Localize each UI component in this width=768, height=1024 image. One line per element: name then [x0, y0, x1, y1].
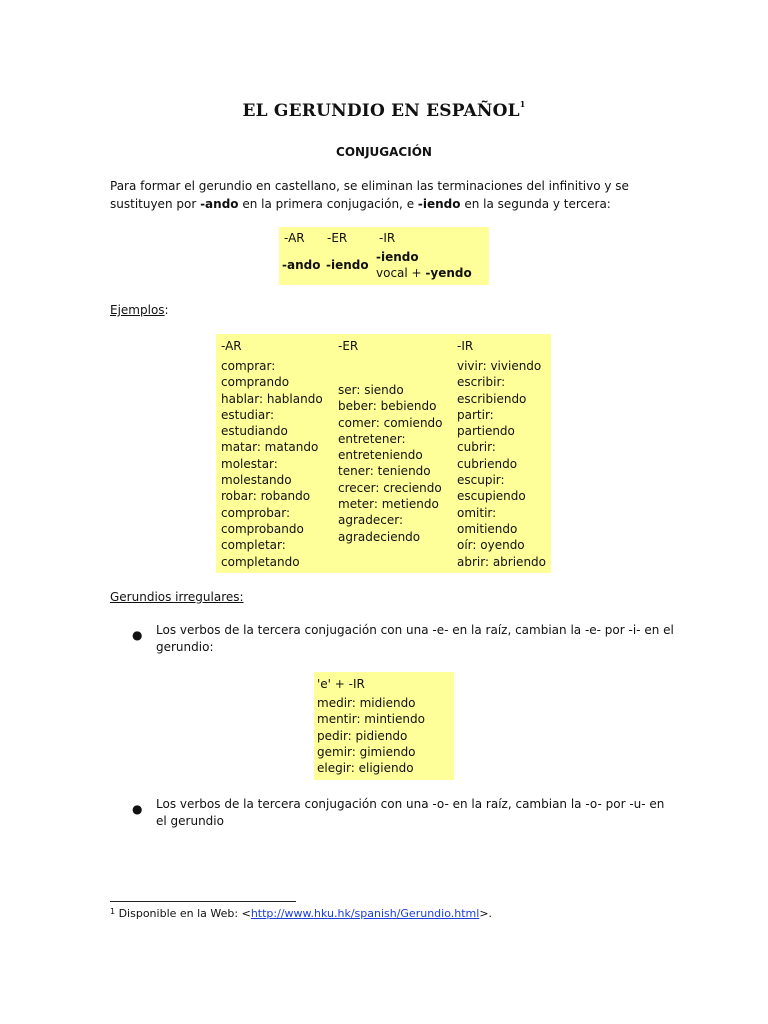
footnote-mark: 1	[110, 907, 116, 916]
example-ir-line: escribiendo	[457, 391, 527, 406]
endings-header-er: -ER	[327, 231, 348, 245]
example-ir-line: omitir:	[457, 505, 497, 520]
example-ar-line: robar: robando	[221, 489, 311, 504]
endings-table	[279, 227, 489, 285]
example-er-line: entretener:	[338, 431, 406, 446]
ejemplos-heading: Ejemplos:	[110, 303, 169, 317]
e-ir-line: pedir: pidiendo	[317, 728, 408, 743]
example-ar-line: completar:	[221, 538, 286, 553]
examples-table	[216, 334, 551, 573]
example-er-line: meter: metiendo	[338, 497, 439, 512]
example-ar-line: estudiando	[221, 424, 288, 439]
e-ir-header: 'e' + -IR	[317, 677, 365, 691]
e-ir-line: mentir: mintiendo	[317, 712, 425, 727]
example-ir-line: escupiendo	[457, 489, 526, 504]
section-subtitle: CONJUGACIÓN	[336, 145, 432, 159]
example-ir-line: cubriendo	[457, 456, 518, 471]
examples-col-ar	[221, 358, 323, 570]
example-ir-line: abrir: abriendo	[457, 554, 547, 569]
endings-header-ir: -IR	[379, 231, 396, 245]
endings-ir-value-1: -iendo	[376, 250, 419, 264]
examples-col-ir	[457, 358, 546, 570]
example-ar-line: comprobando	[221, 521, 304, 536]
intro-paragraph: Para formar el gerundio en castellano, se eliminan las terminaciones del infinitivo y se sustituyen por -ando en la primera conjugación, e -iendo en la segunda y tercera:	[110, 179, 629, 211]
example-er-line: agradecer:	[338, 513, 404, 528]
example-er-line: comer: comiendo	[338, 415, 443, 430]
title-footnote-mark: 1	[519, 99, 526, 109]
examples-col-er	[338, 382, 443, 545]
footnote: $^1$ Disponible en la Web: <http://www.hku.hk/spanish/Gerundio.html>.	[110, 907, 493, 920]
bullet-text-1: Los verbos de la tercera conjugación con una -e- en la raíz, cambian la -e- por -i- en el gerundio:	[156, 623, 674, 654]
bullet-text-2: Los verbos de la tercera conjugación con una -o- en la raíz, cambian la -o- por -u- en el gerundio	[156, 797, 665, 828]
endings-ir-value-2: vocal + -yendo	[376, 266, 472, 280]
endings-ar-value: -ando	[282, 258, 321, 272]
example-ir-line: vivir: viviendo	[457, 359, 542, 373]
bullet-dot-1: ●	[132, 628, 143, 642]
e-ir-table	[314, 672, 454, 780]
irregulares-heading: Gerundios irregulares:	[110, 590, 244, 604]
examples-header-ir: -IR	[457, 339, 474, 353]
endings-header-ar: -AR	[284, 231, 305, 245]
example-ar-line: comprando	[221, 375, 290, 390]
example-ir-line: partir:	[457, 407, 494, 422]
example-ar-line: estudiar:	[221, 407, 275, 422]
e-ir-line: medir: midiendo	[317, 696, 416, 710]
example-er-line: ser: siendo	[338, 383, 404, 397]
example-ar-line: molestar:	[221, 456, 278, 471]
e-ir-lines	[317, 695, 425, 776]
example-ar-line: comprar:	[221, 359, 276, 373]
example-ir-line: omitiendo	[457, 521, 518, 536]
example-ar-line: completando	[221, 554, 300, 569]
example-ir-line: oír: oyendo	[457, 538, 525, 553]
example-ir-line: escribir:	[457, 375, 506, 390]
footnote-separator	[110, 901, 296, 902]
e-ir-line: elegir: eligiendo	[317, 761, 414, 776]
examples-header-ar: -AR	[221, 339, 242, 353]
examples-header-er: -ER	[338, 339, 359, 353]
page-title: EL GERUNDIO EN ESPAÑOL$^1$	[242, 99, 526, 121]
e-ir-line: gemir: gimiendo	[317, 744, 416, 759]
example-ir-line: escupir:	[457, 473, 505, 488]
example-ir-line: cubrir:	[457, 440, 496, 455]
example-er-line: agradeciendo	[338, 529, 421, 544]
example-ar-line: comprobar:	[221, 505, 290, 520]
example-ar-line: hablar: hablando	[221, 391, 323, 406]
example-er-line: entreteniendo	[338, 448, 423, 463]
footnote-link[interactable]: http://www.hku.hk/spanish/Gerundio.html	[250, 907, 480, 920]
example-ar-line: molestando	[221, 473, 292, 488]
example-ir-line: partiendo	[457, 424, 515, 439]
endings-er-value: -iendo	[326, 258, 369, 272]
example-er-line: beber: bebiendo	[338, 399, 437, 414]
example-ar-line: matar: matando	[221, 440, 319, 455]
example-er-line: tener: teniendo	[338, 464, 431, 479]
bullet-dot-2: ●	[132, 802, 143, 816]
example-er-line: crecer: creciendo	[338, 480, 442, 495]
